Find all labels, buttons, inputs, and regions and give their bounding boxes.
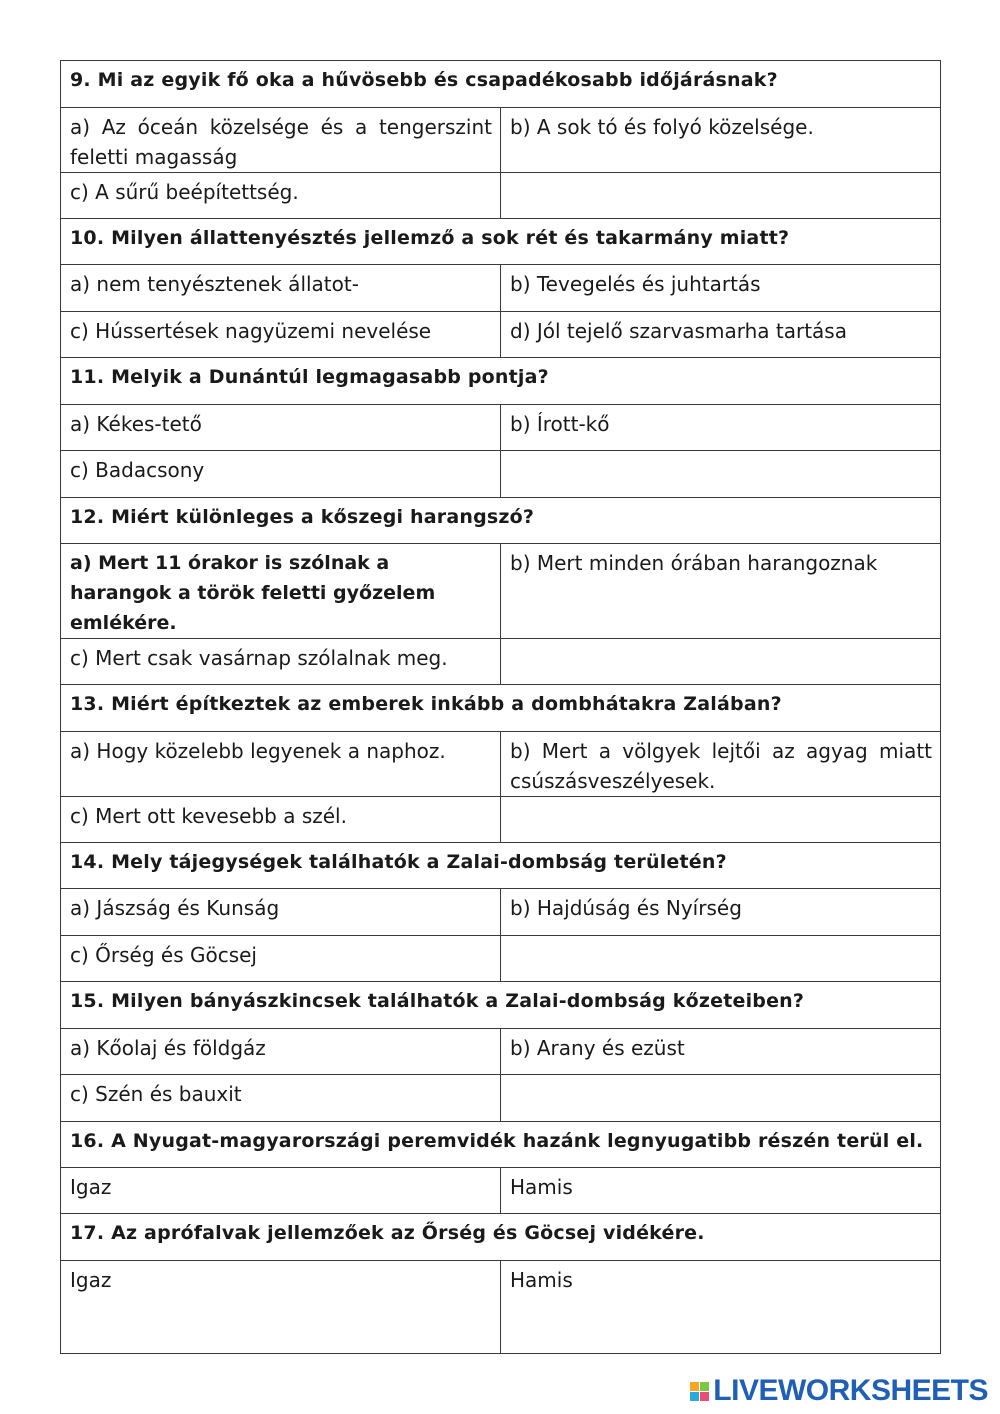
question-row	[61, 498, 941, 544]
answer-row	[61, 265, 941, 312]
logo-square	[700, 1392, 709, 1401]
q10-option-d[interactable]: d) Jól tejelő szarvasmarha tartása	[501, 312, 941, 358]
q9-option-b[interactable]: b) A sok tó és folyó közelsége.	[501, 108, 941, 173]
question-14: 14. Mely tájegységek találhatók a Zalai-dombság területén?	[61, 843, 941, 889]
question-15: 15. Milyen bányászkincsek találhatók a Zalai-dombság kőzeteiben?	[61, 982, 941, 1029]
q11-option-a[interactable]: a) Kékes-tető	[61, 405, 501, 451]
brand-name: LIVEWORKSHEETS	[713, 1374, 988, 1407]
question-row	[61, 61, 941, 108]
answer-row	[61, 797, 941, 843]
empty-cell	[501, 639, 941, 685]
q9-option-c[interactable]: c) A sűrű beépítettség.	[61, 173, 501, 219]
liveworksheets-logo	[690, 1374, 988, 1408]
q14-option-b[interactable]: b) Hajdúság és Nyírség	[501, 889, 941, 936]
answer-row	[61, 889, 941, 936]
q12-option-a[interactable]: a) Mert 11 órakor is szólnak a harangok a török feletti győzelem emlékére.	[61, 544, 501, 639]
q15-option-a[interactable]: a) Kőolaj és földgáz	[61, 1029, 501, 1075]
q11-option-c[interactable]: c) Badacsony	[61, 451, 501, 498]
answer-row	[61, 1261, 941, 1354]
answer-row	[61, 173, 941, 219]
answer-row	[61, 312, 941, 358]
question-row	[61, 1122, 941, 1168]
question-10: 10. Milyen állattenyésztés jellemző a sok rét és takarmány miatt?	[61, 219, 941, 265]
empty-cell	[501, 173, 941, 219]
q13-option-a[interactable]: a) Hogy közelebb legyenek a naphoz.	[61, 732, 501, 797]
answer-row	[61, 936, 941, 982]
q12-option-c[interactable]: c) Mert csak vasárnap szólalnak meg.	[61, 639, 501, 685]
question-11: 11. Melyik a Dunántúl legmagasabb pontja?	[61, 358, 941, 405]
question-row	[61, 219, 941, 265]
empty-cell	[501, 451, 941, 498]
quiz-table	[60, 60, 941, 1354]
q17-option-true[interactable]: Igaz	[61, 1261, 501, 1354]
logo-square	[700, 1382, 709, 1391]
question-13: 13. Miért építkeztek az emberek inkább a dombhátakra Zalában?	[61, 685, 941, 732]
q10-option-b[interactable]: b) Tevegelés és juhtartás	[501, 265, 941, 312]
q12-option-b[interactable]: b) Mert minden órában harangoznak	[501, 544, 941, 639]
answer-row	[61, 405, 941, 451]
liveworksheets-logo-icon	[690, 1382, 709, 1401]
empty-cell	[501, 797, 941, 843]
empty-cell	[501, 936, 941, 982]
q13-option-b[interactable]: b) Mert a völgyek lejtői az agyag miatt csúszásveszélyesek.	[501, 732, 941, 797]
question-9: 9. Mi az egyik fő oka a hűvösebb és csapadékosabb időjárásnak?	[61, 61, 941, 108]
q14-option-a[interactable]: a) Jászság és Kunság	[61, 889, 501, 936]
answer-row	[61, 639, 941, 685]
q16-option-false[interactable]: Hamis	[501, 1168, 941, 1214]
answer-row	[61, 544, 941, 639]
answer-row	[61, 451, 941, 498]
q10-option-c[interactable]: c) Hússertések nagyüzemi nevelése	[61, 312, 501, 358]
answer-row	[61, 732, 941, 797]
logo-square	[690, 1382, 699, 1391]
question-row	[61, 843, 941, 889]
question-16: 16. A Nyugat-magyarországi peremvidék hazánk legnyugatibb részén terül el.	[61, 1122, 941, 1168]
question-row	[61, 1214, 941, 1261]
q15-option-b[interactable]: b) Arany és ezüst	[501, 1029, 941, 1075]
question-12: 12. Miért különleges a kőszegi harangszó?	[61, 498, 941, 544]
question-17: 17. Az aprófalvak jellemzőek az Őrség és Göcsej vidékére.	[61, 1214, 941, 1261]
question-row	[61, 982, 941, 1029]
q10-option-a[interactable]: a) nem tenyésztenek állatot-	[61, 265, 501, 312]
logo-square	[690, 1392, 699, 1401]
q13-option-c[interactable]: c) Mert ott kevesebb a szél.	[61, 797, 501, 843]
q11-option-b[interactable]: b) Írott-kő	[501, 405, 941, 451]
q15-option-c[interactable]: c) Szén és bauxit	[61, 1075, 501, 1122]
q16-option-true[interactable]: Igaz	[61, 1168, 501, 1214]
q14-option-c[interactable]: c) Őrség és Göcsej	[61, 936, 501, 982]
answer-row	[61, 1168, 941, 1214]
q9-option-a[interactable]: a) Az óceán közelsége és a tengerszint feletti magasság	[61, 108, 501, 173]
empty-cell	[501, 1075, 941, 1122]
answer-row	[61, 1029, 941, 1075]
answer-row	[61, 1075, 941, 1122]
q17-option-false[interactable]: Hamis	[501, 1261, 941, 1354]
answer-row	[61, 108, 941, 173]
question-row	[61, 685, 941, 732]
question-row	[61, 358, 941, 405]
